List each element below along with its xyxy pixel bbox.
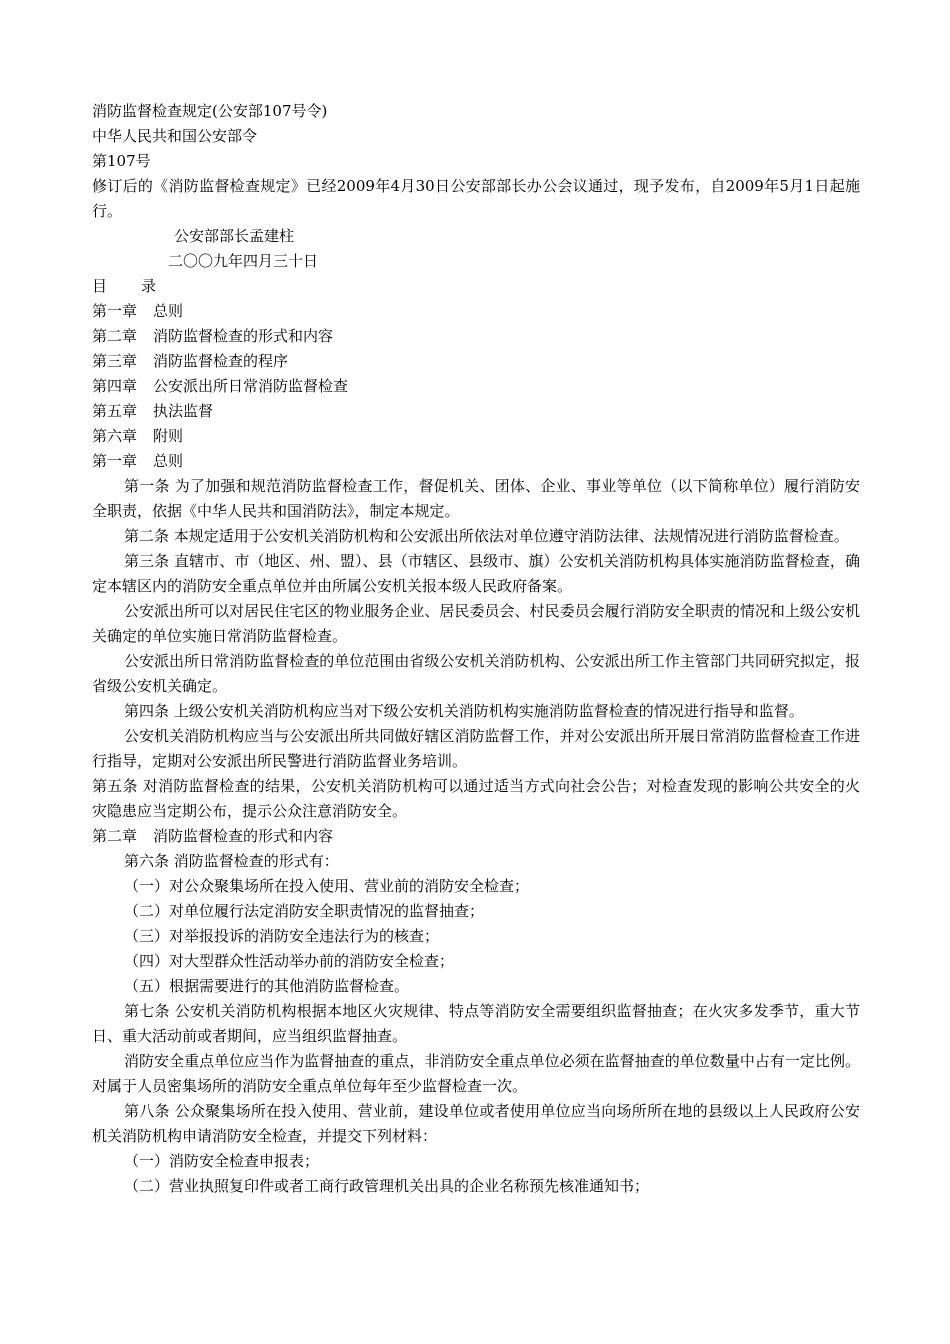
list-item: （五）根据需要进行的其他消防监督检查。 [124,977,410,995]
article-4-para-2: 公安机关消防机构应当与公安派出所共同做好辖区消防监督工作，并对公安派出所开展日常消防监督检查工作进行指导，定期对公安派出所民警进行消防监督业务培训。 [92,727,860,770]
toc-heading [92,274,860,299]
toc-item: 第六章 附则 [92,427,184,445]
list-item: （二）营业执照复印件或者工商行政管理机关出具的企业名称预先核准通知书； [124,1177,650,1195]
issuer: 中华人民共和国公安部令 [92,127,258,145]
article-4: 第四条 上级公安机关消防机构应当对下级公安机关消防机构实施消防监督检查的情况进行指导和监督。 [124,702,804,720]
article-7-para-2: 消防安全重点单位应当作为监督抽查的重点，非消防安全重点单位必须在监督抽查的单位数量中占有一定比例。对属于人员密集场所的消防安全重点单位每年至少监督检查一次。 [92,1052,860,1095]
article-3-para-2: 公安派出所可以对居民住宅区的物业服务企业、居民委员会、村民委员会履行消防安全职责的情况和上级公安机关确定的单位实施日常消防监督检查。 [92,602,860,645]
article-8: 第八条 公众聚集场所在投入使用、营业前，建设单位或者使用单位应当向场所所在地的县级以上人民政府公安机关消防机构申请消防安全检查，并提交下列材料： [92,1102,860,1145]
toc-heading-right: 录 [141,277,157,295]
list-item: （一）对公众聚集场所在投入使用、营业前的消防安全检查； [124,877,530,895]
toc-item: 第一章 总则 [92,302,184,320]
issue-date: 二〇〇九年四月三十日 [168,252,319,270]
article-7: 第七条 公安机关消防机构根据本地区火灾规律、特点等消防安全需要组织监督抽查；在火灾多发季节，重大节日、重大活动前或者期间，应当组织监督抽查。 [92,1002,860,1045]
toc-item: 第五章 执法监督 [92,402,214,420]
chapter-heading: 第一章 总则 [92,452,184,470]
article-6: 第六条 消防监督检查的形式有： [124,852,339,870]
toc-heading-left: 目 [92,277,108,295]
list-item: （一）消防安全检查申报表； [124,1152,320,1170]
article-2: 第二条 本规定适用于公安机关消防机构和公安派出所依法对单位遵守消防法律、法规情况进行消防监督检查。 [124,527,849,545]
preamble: 修订后的《消防监督检查规定》已经2009年4月30日公安部部长办公会议通过，现予发布，自2009年5月1日起施行。 [92,177,860,220]
signatory: 公安部部长孟建柱 [174,227,295,245]
list-item: （四）对大型群众性活动举办前的消防安全检查； [124,952,455,970]
article-3: 第三条 直辖市、市（地区、州、盟）、县（市辖区、县级市、旗）公安机关消防机构具体实施消防监督检查，确定本辖区内的消防安全重点单位并由所属公安机关报本级人民政府备案。 [92,552,860,595]
article-1: 第一条 为了加强和规范消防监督检查工作，督促机关、团体、企业、事业等单位（以下简称单位）履行消防安全职责，依据《中华人民共和国消防法》，制定本规定。 [92,477,860,520]
chapter-heading: 第二章 消防监督检查的形式和内容 [92,827,334,845]
article-3-para-3: 公安派出所日常消防监督检查的单位范围由省级公安机关消防机构、公安派出所工作主管部门共同研究拟定，报省级公安机关确定。 [92,652,860,695]
toc-item: 第三章 消防监督检查的程序 [92,352,289,370]
toc-item: 第二章 消防监督检查的形式和内容 [92,327,334,345]
toc-item: 第四章 公安派出所日常消防监督检查 [92,377,349,395]
article-5: 第五条 对消防监督检查的结果，公安机关消防机构可以通过适当方式向社会公告；对检查发现的影响公共安全的火灾隐患应当定期公布，提示公众注意消防安全。 [92,777,860,820]
order-number: 第107号 [92,152,151,170]
list-item: （三）对举报投诉的消防安全违法行为的核查； [124,927,440,945]
document-title: 消防监督检查规定(公安部107号令) [92,102,328,120]
document-body [92,99,860,1199]
list-item: （二）对单位履行法定消防安全职责情况的监督抽查； [124,902,485,920]
